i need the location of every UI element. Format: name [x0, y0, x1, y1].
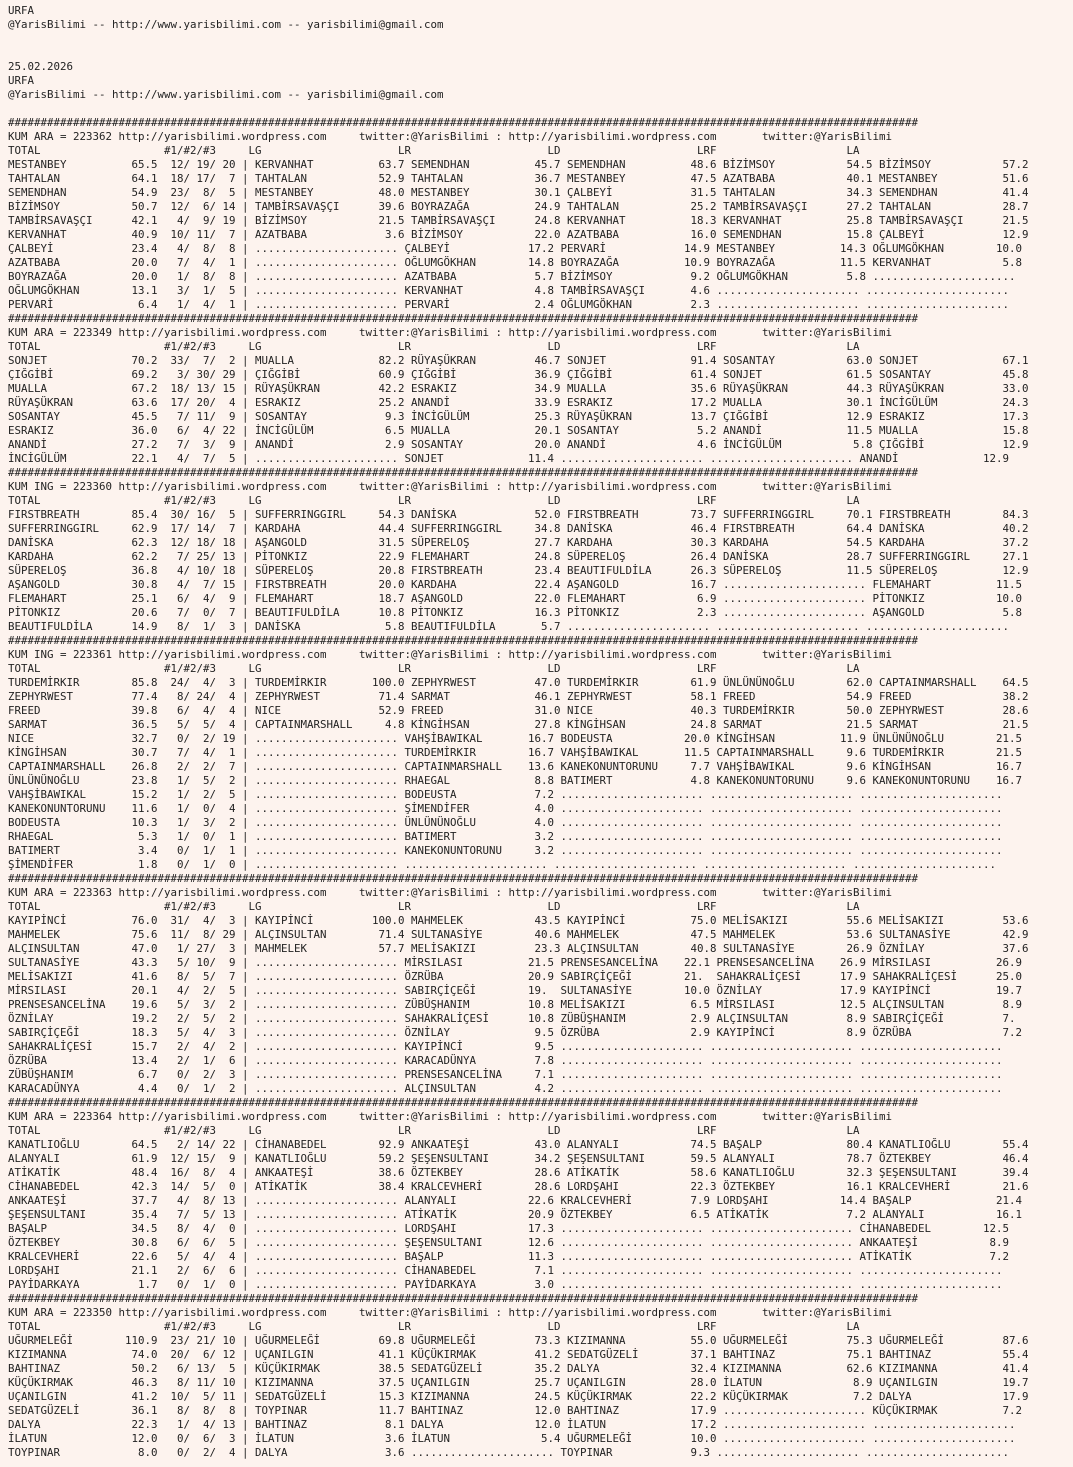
text-line: ALÇINSULTAN 47.0 1/ 27/ 3 | MAHMELEK 57.7 MELİSAKIZI 23.3 ALÇINSULTAN 40.8 SULTANASİYE 26.9 ÖZNİLAY 37.6	[8, 942, 1029, 955]
text-line	[8, 32, 1029, 46]
text-line: MESTANBEY 65.5 12/ 19/ 20 | KERVANHAT 63.7 SEMENDHAN 45.7 SEMENDHAN 48.6 BİZİMSOY 54.5 BİZİMSOY 57.2	[8, 158, 1029, 171]
text-line: MAHMELEK 75.6 11/ 8/ 29 | ALÇINSULTAN 71.4 SULTANASİYE 40.6 MAHMELEK 47.5 MAHMELEK 53.6 SULTANASİYE 42.9	[8, 928, 1029, 941]
text-line: KUM ING = 223361 http://yarisbilimi.wordpress.com twitter:@YarisBilimi : http://yarisbilimi.wordpress.com twitter:@YarisBilimi	[8, 648, 893, 661]
text-line: KARDAHA 62.2 7/ 25/ 13 | PİTONKIZ 22.9 FLEMAHART 24.8 SÜPERELOŞ 26.4 DANİSKA 28.7 SUFFERRINGGIRL 27.1	[8, 550, 1029, 563]
text-line: 25.02.2026	[8, 60, 74, 73]
text-line: KAYIPİNCİ 76.0 31/ 4/ 3 | KAYIPİNCİ 100.0 MAHMELEK 43.5 KAYIPİNCİ 75.0 MELİSAKIZI 55.6 MELİSAKIZI 53.6	[8, 914, 1029, 927]
text-line: SABIRÇİÇEĞİ 18.3 5/ 4/ 3 | ...................... ÖZNİLAY 9.5 ÖZRÜBA 2.9 KAYIPİNCİ 8.9 ÖZRÜBA 7.2	[8, 1026, 1023, 1039]
text-line: RÜYAŞÜKRAN 63.6 17/ 20/ 4 | ESRAKIZ 25.2 ANANDİ 33.9 ESRAKIZ 17.2 MUALLA 30.1 İNCİGÜLÜM 24.3	[8, 396, 1029, 409]
text-line: BEAUTIFULDİLA 14.9 8/ 1/ 3 | DANİSKA 5.8 BEAUTIFULDİLA 5.7 ...................... ...................... ......................	[8, 620, 1010, 633]
text-line: SOSANTAY 45.5 7/ 11/ 9 | SOSANTAY 9.3 İNCİGÜLÜM 25.3 RÜYAŞÜKRAN 13.7 ÇIĞGİBİ 12.9 ESRAKIZ 17.3	[8, 410, 1029, 423]
text-line: BOYRAZAĞA 20.0 1/ 8/ 8 | ...................... AZATBABA 5.7 BİZİMSOY 9.2 OĞLUMGÖKHAN 5.8 ......................	[8, 270, 1016, 283]
text-line: TOTAL #1/#2/#3 LG LR LD LRF LA	[8, 662, 860, 675]
text-line: ANKAATEŞİ 37.7 4/ 8/ 13 | ...................... ALANYALI 22.6 KRALCEVHERİ 7.9 LORDŞAHI 14.4 BAŞALP 21.4	[8, 1194, 1023, 1207]
text-line: PAYİDARKAYA 1.7 0/ 1/ 0 | ...................... PAYİDARKAYA 3.0 ...................... ...................... ......................	[8, 1278, 1003, 1291]
text-line: AZATBABA 20.0 7/ 4/ 1 | ...................... OĞLUMGÖKHAN 14.8 BOYRAZAĞA 10.9 BOYRAZAĞA 11.5 KERVANHAT 5.8	[8, 256, 1023, 269]
text-line: OĞLUMGÖKHAN 13.1 3/ 1/ 5 | ...................... KERVANHAT 4.8 TAMBİRSAVAŞÇI 4.6 ...................... ......................	[8, 284, 1010, 297]
text-line: TOTAL #1/#2/#3 LG LR LD LRF LA	[8, 900, 860, 913]
text-line: PERVARİ 6.4 1/ 4/ 1 | ...................... PERVARİ 2.4 OĞLUMGÖKHAN 2.3 ...................... ......................	[8, 298, 1010, 311]
text-line: ÖZRÜBA 13.4 2/ 1/ 6 | ...................... KARACADÜNYA 7.8 ...................... ...................... ......................	[8, 1054, 1003, 1067]
text-line: ŞEŞENSULTANI 35.4 7/ 5/ 13 | ...................... ATİKATİK 20.9 ÖZTEKBEY 6.5 ATİKATİK 7.2 ALANYALI 16.1	[8, 1208, 1023, 1221]
text-line: TOTAL #1/#2/#3 LG LR LD LRF LA	[8, 494, 860, 507]
text-line: KÜÇÜKIRMAK 46.3 8/ 11/ 10 | KIZIMANNA 37.5 UÇANILGIN 25.7 UÇANILGIN 28.0 İLATUN 8.9 UÇANILGIN 19.7	[8, 1376, 1029, 1389]
text-line: BODEUSTA 10.3 1/ 3/ 2 | ...................... ÜNLÜNÜNOĞLU 4.0 ...................... ...................... ......................	[8, 816, 1003, 829]
text-line: MELİSAKIZI 41.6 8/ 5/ 7 | ...................... ÖZRÜBA 20.9 SABIRÇİÇEĞİ 21. SAHAKRALİÇESİ 17.9 SAHAKRALİÇESİ 25.0	[8, 970, 1023, 983]
text-line: DALYA 22.3 1/ 4/ 13 | BAHTINAZ 8.1 DALYA 12.0 İLATUN 17.2 ...................... ......................	[8, 1418, 1016, 1431]
text-line: KARACADÜNYA 4.4 0/ 1/ 2 | ...................... ALÇINSULTAN 4.2 ...................... ...................... ......................	[8, 1082, 1003, 1095]
text-line: KUM ARA = 223363 http://yarisbilimi.wordpress.com twitter:@YarisBilimi : http://yarisbilimi.wordpress.com twitter:@YarisBilimi	[8, 886, 893, 899]
text-line: İNCİGÜLÜM 22.1 4/ 7/ 5 | ...................... SONJET 11.4 ...................... ...................... ANANDİ 12.9	[8, 452, 1010, 465]
text-line: FREED 39.8 6/ 4/ 4 | NICE 52.9 FREED 31.0 NICE 40.3 TURDEMİRKIR 50.0 ZEPHYRWEST 28.6	[8, 704, 1029, 717]
text-line: NICE 32.7 0/ 2/ 19 | ...................... VAHŞİBAWIKAL 16.7 BODEUSTA 20.0 KİNGİHSAN 11.9 ÜNLÜNÜNOĞLU 21.5	[8, 732, 1023, 745]
text-line: İLATUN 12.0 0/ 6/ 3 | İLATUN 3.6 İLATUN 5.4 UĞURMELEĞİ 10.0 ...................... ......................	[8, 1432, 1016, 1445]
text-line: TAMBİRSAVAŞÇI 42.1 4/ 9/ 19 | BİZİMSOY 21.5 TAMBİRSAVAŞÇI 24.8 KERVANHAT 18.3 KERVANHAT 25.8 TAMBİRSAVAŞÇI 21.5	[8, 214, 1029, 227]
text-line: KUM ARA = 223364 http://yarisbilimi.wordpress.com twitter:@YarisBilimi : http://yarisbilimi.wordpress.com twitter:@YarisBilimi	[8, 1110, 893, 1123]
text-line: UĞURMELEĞİ 110.9 23/ 21/ 10 | UĞURMELEĞİ 69.8 UĞURMELEĞİ 73.3 KIZIMANNA 55.0 UĞURMELEĞİ 75.3 UĞURMELEĞİ 87.6	[8, 1334, 1029, 1347]
text-line: SULTANASİYE 43.3 5/ 10/ 9 | ...................... MİRSILASI 21.5 PRENSESANCELİNA 22.1 PRENSESANCELİNA 26.9 MİRSILASI 26.9	[8, 956, 1023, 969]
text-line: ############################################################################################################################################	[8, 872, 919, 885]
text-line: ############################################################################################################################################	[8, 312, 919, 325]
text-line: TAHTALAN 64.1 18/ 17/ 7 | TAHTALAN 52.9 TAHTALAN 36.7 MESTANBEY 47.5 AZATBABA 40.1 MESTANBEY 51.6	[8, 172, 1029, 185]
text-line: ############################################################################################################################################	[8, 634, 919, 647]
text-line: PRENSESANCELİNA 19.6 5/ 3/ 2 | ...................... ZÜBÜŞHANIM 10.8 MELİSAKIZI 6.5 MİRSILASI 12.5 ALÇINSULTAN 8.9	[8, 998, 1023, 1011]
text-line: KUM ARA = 223349 http://yarisbilimi.wordpress.com twitter:@YarisBilimi : http://yarisbilimi.wordpress.com twitter:@YarisBilimi	[8, 326, 893, 339]
text-line: KERVANHAT 40.9 10/ 11/ 7 | AZATBABA 3.6 BİZİMSOY 22.0 AZATBABA 16.0 SEMENDHAN 15.8 ÇALBEYİ 12.9	[8, 228, 1029, 241]
text-line: KUM ING = 223360 http://yarisbilimi.wordpress.com twitter:@YarisBilimi : http://yarisbilimi.wordpress.com twitter:@YarisBilimi	[8, 480, 893, 493]
text-line: MUALLA 67.2 18/ 13/ 15 | RÜYAŞÜKRAN 42.2 ESRAKIZ 34.9 MUALLA 35.6 RÜYAŞÜKRAN 44.3 RÜYAŞÜKRAN 33.0	[8, 382, 1029, 395]
text-line: ŞİMENDİFER 1.8 0/ 1/ 0 | ...................... ...................... ...................... ...................... ......................	[8, 858, 997, 871]
text-line: KİNGİHSAN 30.7 7/ 4/ 1 | ...................... TURDEMİRKIR 16.7 VAHŞİBAWIKAL 11.5 CAPTAINMARSHALL 9.6 TURDEMİRKIR 21.5	[8, 746, 1023, 759]
text-line: AŞANGOLD 30.8 4/ 7/ 15 | FIRSTBREATH 20.0 KARDAHA 22.4 AŞANGOLD 16.7 ...................... FLEMAHART 11.5	[8, 578, 1023, 591]
text-line: ############################################################################################################################################	[8, 1096, 919, 1109]
text-line: FLEMAHART 25.1 6/ 4/ 9 | FLEMAHART 18.7 AŞANGOLD 22.0 FLEMAHART 6.9 ...................... PİTONKIZ 10.0	[8, 592, 1023, 605]
text-line: ÇALBEYİ 23.4 4/ 8/ 8 | ...................... ÇALBEYİ 17.2 PERVARİ 14.9 MESTANBEY 14.3 OĞLUMGÖKHAN 10.0	[8, 242, 1023, 255]
text-line: ANANDİ 27.2 7/ 3/ 9 | ANANDİ 2.9 SOSANTAY 20.0 ANANDİ 4.6 İNCİGÜLÜM 5.8 ÇIĞGİBİ 12.9	[8, 438, 1029, 451]
text-line: TOTAL #1/#2/#3 LG LR LD LRF LA	[8, 144, 860, 157]
text-line: SARMAT 36.5 5/ 5/ 4 | CAPTAINMARSHALL 4.8 KİNGİHSAN 27.8 KİNGİHSAN 24.8 SARMAT 21.5 SARMAT 21.5	[8, 718, 1029, 731]
text-line: SEDATGÜZELİ 36.1 8/ 8/ 8 | TOYPINAR 11.7 BAHTINAZ 12.0 BAHTINAZ 17.9 ...................... KÜÇÜKIRMAK 7.2	[8, 1404, 1023, 1417]
text-line: ZÜBÜŞHANIM 6.7 0/ 2/ 3 | ...................... PRENSESANCELİNA 7.1 ...................... ...................... ......................	[8, 1068, 1003, 1081]
text-line: SUFFERRINGGIRL 62.9 17/ 14/ 7 | KARDAHA 44.4 SUFFERRINGGIRL 34.8 DANİSKA 46.4 FIRSTBREATH 64.4 DANİSKA 40.2	[8, 522, 1029, 535]
text-line: ÖZTEKBEY 30.8 6/ 6/ 5 | ...................... ŞEŞENSULTANI 12.6 ...................... ...................... ANKAATEŞİ 8.9	[8, 1236, 1010, 1249]
text-line: TURDEMİRKIR 85.8 24/ 4/ 3 | TURDEMİRKIR 100.0 ZEPHYRWEST 47.0 TURDEMİRKIR 61.9 ÜNLÜNÜNOĞLU 62.0 CAPTAINMARSHALL 64.5	[8, 676, 1029, 689]
text-line: SEMENDHAN 54.9 23/ 8/ 5 | MESTANBEY 48.0 MESTANBEY 30.1 ÇALBEYİ 31.5 TAHTALAN 34.3 SEMENDHAN 41.4	[8, 186, 1029, 199]
text-line: ALANYALI 61.9 12/ 15/ 9 | KANATLIOĞLU 59.2 ŞEŞENSULTANI 34.2 ŞEŞENSULTANI 59.5 ALANYALI 78.7 ÖZTEKBEY 46.4	[8, 1152, 1029, 1165]
text-line: ############################################################################################################################################	[8, 466, 919, 479]
text-line: CAPTAINMARSHALL 26.8 2/ 2/ 7 | ...................... CAPTAINMARSHALL 13.6 KANEKONUNTORUNU 7.7 VAHŞİBAWIKAL 9.6 KİNGİHSAN 16.7	[8, 760, 1023, 773]
text-line: ÖZNİLAY 19.2 2/ 5/ 2 | ...................... SAHAKRALİÇESİ 10.8 ZÜBÜŞHANIM 2.9 ALÇINSULTAN 8.9 SABIRÇİÇEĞİ 7.	[8, 1012, 1016, 1025]
text-line: ÜNLÜNÜNOĞLU 23.8 1/ 5/ 2 | ...................... RHAEGAL 8.8 BATIMERT 4.8 KANEKONUNTORUNU 9.6 KANEKONUNTORUNU 16.7	[8, 774, 1023, 787]
text-line: RHAEGAL 5.3 1/ 0/ 1 | ...................... BATIMERT 3.2 ...................... ...................... ......................	[8, 830, 1003, 843]
text-line: KANATLIOĞLU 64.5 2/ 14/ 22 | CİHANABEDEL 92.9 ANKAATEŞİ 43.0 ALANYALI 74.5 BAŞALP 80.4 KANATLIOĞLU 55.4	[8, 1138, 1029, 1151]
text-line: VAHŞİBAWIKAL 15.2 1/ 2/ 5 | ...................... BODEUSTA 7.2 ...................... ...................... ......................	[8, 788, 1003, 801]
text-line	[8, 102, 1029, 116]
text-line: ATİKATİK 48.4 16/ 8/ 4 | ANKAATEŞİ 38.6 ÖZTEKBEY 28.6 ATİKATİK 58.6 KANATLIOĞLU 32.3 ŞEŞENSULTANI 39.4	[8, 1166, 1029, 1179]
text-line: CİHANABEDEL 42.3 14/ 5/ 0 | ATİKATİK 38.4 KRALCEVHERİ 28.6 LORDŞAHI 22.3 ÖZTEKBEY 16.1 KRALCEVHERİ 21.6	[8, 1180, 1029, 1193]
text-line: TOTAL #1/#2/#3 LG LR LD LRF LA	[8, 1320, 860, 1333]
text-line: @YarisBilimi -- http://www.yarisbilimi.com -- yarisbilimi@gmail.com	[8, 88, 444, 101]
text-line: KRALCEVHERİ 22.6 5/ 4/ 4 | ...................... BAŞALP 11.3 ...................... ...................... ATİKATİK 7.2	[8, 1250, 1010, 1263]
text-line: LORDŞAHI 21.1 2/ 6/ 6 | ...................... CİHANABEDEL 7.1 ...................... ...................... ......................	[8, 1264, 1003, 1277]
text-line: TOTAL #1/#2/#3 LG LR LD LRF LA	[8, 1124, 860, 1137]
text-line: ESRAKIZ 36.0 6/ 4/ 22 | İNCİGÜLÜM 6.5 MUALLA 20.1 SOSANTAY 5.2 ANANDİ 11.5 MUALLA 15.8	[8, 424, 1029, 437]
text-line: SÜPERELOŞ 36.8 4/ 10/ 18 | SÜPERELOŞ 20.8 FIRSTBREATH 23.4 BEAUTIFULDİLA 26.3 SÜPERELOŞ 11.5 SÜPERELOŞ 12.9	[8, 564, 1029, 577]
text-line	[8, 46, 1029, 60]
text-line: SONJET 70.2 33/ 7/ 2 | MUALLA 82.2 RÜYAŞÜKRAN 46.7 SONJET 91.4 SOSANTAY 63.0 SONJET 67.1	[8, 354, 1029, 367]
text-line: FIRSTBREATH 85.4 30/ 16/ 5 | SUFFERRINGGIRL 54.3 DANİSKA 52.0 FIRSTBREATH 73.7 SUFFERRINGGIRL 70.1 FIRSTBREATH 84.3	[8, 508, 1029, 521]
text-line: MİRSILASI 20.1 4/ 2/ 5 | ...................... SABIRÇİÇEĞİ 19. SULTANASİYE 10.0 ÖZNİLAY 17.9 KAYIPİNCİ 19.7	[8, 984, 1023, 997]
text-line: KUM ARA = 223362 http://yarisbilimi.wordpress.com twitter:@YarisBilimi : http://yarisbilimi.wordpress.com twitter:@YarisBilimi	[8, 130, 893, 143]
text-line: ############################################################################################################################################	[8, 1292, 919, 1305]
text-line: ZEPHYRWEST 77.4 8/ 24/ 4 | ZEPHYRWEST 71.4 SARMAT 46.1 ZEPHYRWEST 58.1 FREED 54.9 FREED 38.2	[8, 690, 1029, 703]
text-line: URFA	[8, 74, 35, 87]
text-line: BAHTINAZ 50.2 6/ 13/ 5 | KÜÇÜKIRMAK 38.5 SEDATGÜZELİ 35.2 DALYA 32.4 KIZIMANNA 62.6 KIZIMANNA 41.4	[8, 1362, 1029, 1375]
text-line: PİTONKIZ 20.6 7/ 0/ 7 | BEAUTIFULDİLA 10.8 PİTONKIZ 16.3 PİTONKIZ 2.3 ...................... AŞANGOLD 5.8	[8, 606, 1023, 619]
text-line: KUM ARA = 223350 http://yarisbilimi.wordpress.com twitter:@YarisBilimi : http://yarisbilimi.wordpress.com twitter:@YarisBilimi	[8, 1306, 893, 1319]
text-line: KIZIMANNA 74.0 20/ 6/ 12 | UÇANILGIN 41.1 KÜÇÜKIRMAK 41.2 SEDATGÜZELİ 37.1 BAHTINAZ 75.1 BAHTINAZ 55.4	[8, 1348, 1029, 1361]
race-stats-document	[8, 4, 1029, 1460]
text-line: ÇIĞGİBİ 69.2 3/ 30/ 29 | ÇIĞGİBİ 60.9 ÇIĞGİBİ 36.9 ÇIĞGİBİ 61.4 SONJET 61.5 SOSANTAY 45.8	[8, 368, 1029, 381]
text-line: TOTAL #1/#2/#3 LG LR LD LRF LA	[8, 340, 860, 353]
text-line: @YarisBilimi -- http://www.yarisbilimi.com -- yarisbilimi@gmail.com	[8, 18, 444, 31]
text-line: UÇANILGIN 41.2 10/ 5/ 11 | SEDATGÜZELİ 15.3 KIZIMANNA 24.5 KÜÇÜKIRMAK 22.2 KÜÇÜKIRMAK 7.2 DALYA 17.9	[8, 1390, 1029, 1403]
text-line: DANİSKA 62.3 12/ 18/ 18 | AŞANGOLD 31.5 SÜPERELOŞ 27.7 KARDAHA 30.3 KARDAHA 54.5 KARDAHA 37.2	[8, 536, 1029, 549]
text-line: URFA	[8, 4, 35, 17]
text-line: KANEKONUNTORUNU 11.6 1/ 0/ 4 | ...................... ŞİMENDİFER 4.0 ...................... ...................... ......................	[8, 802, 1003, 815]
text-line: BATIMERT 3.4 0/ 1/ 1 | ...................... KANEKONUNTORUNU 3.2 ...................... ...................... ......................	[8, 844, 1003, 857]
text-line: ############################################################################################################################################	[8, 116, 919, 129]
text-line: SAHAKRALİÇESİ 15.7 2/ 4/ 2 | ...................... KAYIPİNCİ 9.5 ...................... ...................... ......................	[8, 1040, 1003, 1053]
text-line: TOYPINAR 8.0 0/ 2/ 4 | DALYA 3.6 ...................... TOYPINAR 9.3 ...................... ......................	[8, 1446, 1010, 1459]
text-line: BİZİMSOY 50.7 12/ 6/ 14 | TAMBİRSAVAŞÇI 39.6 BOYRAZAĞA 24.9 TAHTALAN 25.2 TAMBİRSAVAŞÇI 27.2 TAHTALAN 28.7	[8, 200, 1029, 213]
text-line: BAŞALP 34.5 8/ 4/ 0 | ...................... LORDŞAHI 17.3 ...................... ...................... CİHANABEDEL 12.5	[8, 1222, 1010, 1235]
